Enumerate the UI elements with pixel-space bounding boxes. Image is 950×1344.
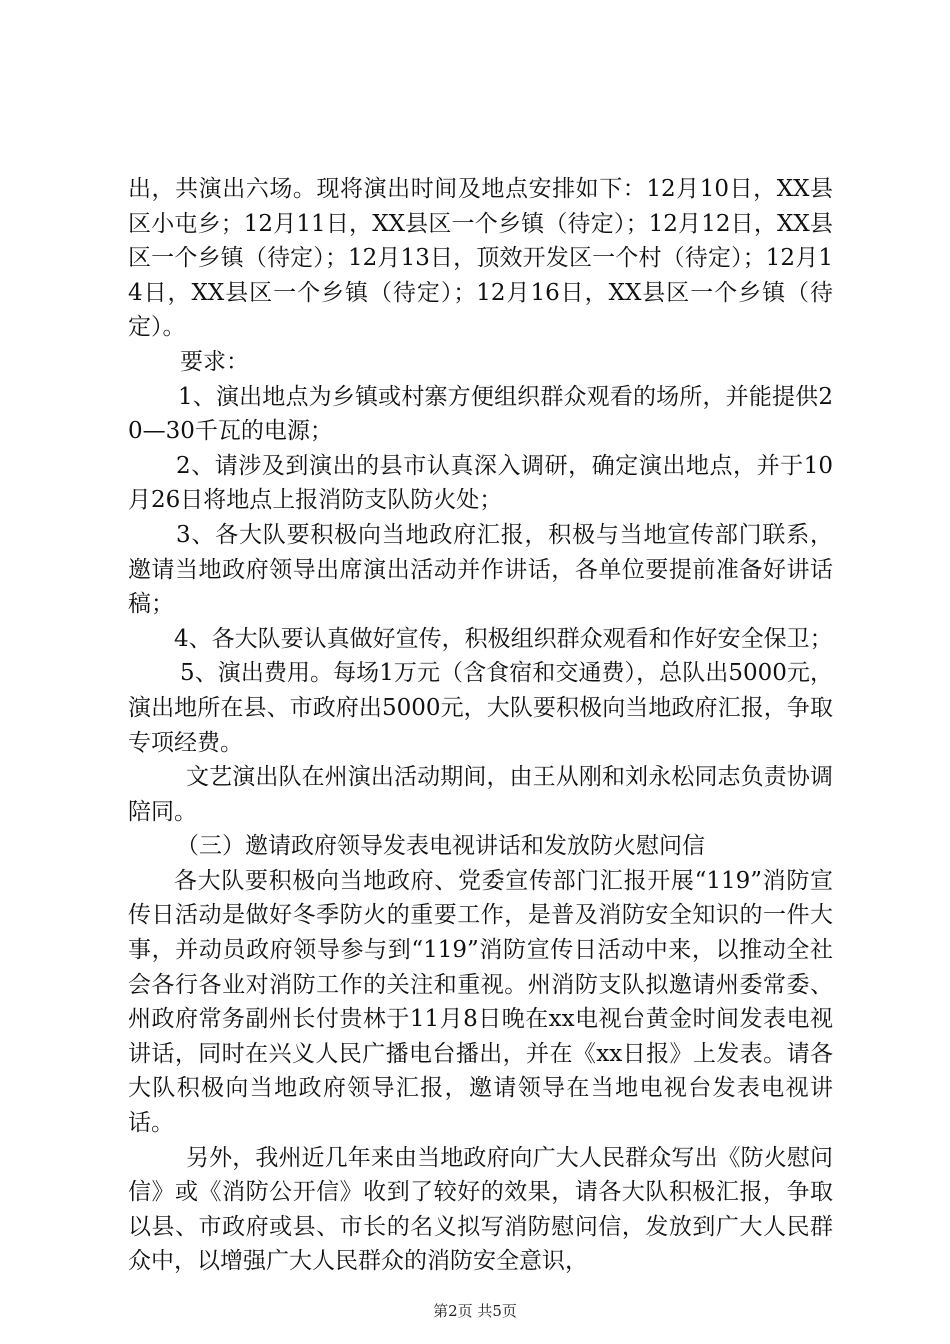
page-footer: 第2页 共5页 xyxy=(433,1302,517,1320)
paragraph-escort: 文艺演出队在州演出活动期间，由王从刚和刘永松同志负责协调陪同。 xyxy=(128,764,833,825)
paragraph-tv-speech: 各大队要积极向当地政府、党委宣传部门汇报开展“119”消防宣传日活动是做好冬季防火的重要工作，是普及消防安全知识的一件大事，并动员政府领导参与到“119”消防宣传日活动中来，以推动全社会各行各业对消防工作的关注和重视。州消防支队拟邀请州委常委、州政府常务副州长付贵林于11月8日晚在xx电视台黄金时间发表电视讲话，同时在兴义人民广播电台播出，并在《xx日报》上发表。请各大队积极向当地政府领导汇报，邀请领导在当地电视台发表电视讲话。 xyxy=(128,867,833,1137)
section-heading-3: （三）邀请政府领导发表电视讲话和发放防火慰问信 xyxy=(176,833,705,860)
paragraph-requirement-5: 5、演出费用。每场1万元（含食宿和交通费），总队出5000元，演出地所在县、市政府出5000元，大队要积极向当地政府汇报，争取专项经费。 xyxy=(128,660,833,756)
paragraph-1: 出，共演出六场。现将演出时间及地点安排如下：12月10日，XX县区小屯乡；12月11日，XX县区一个乡镇（待定）；12月12日，XX县区一个乡镇（待定）；12月13日，顶效开发区一个村（待定）；12月14日，XX县区一个乡镇（待定）；12月16日，XX县区一个乡镇（待定）。 xyxy=(128,176,834,341)
document-body xyxy=(128,172,833,1279)
paragraph-requirement-1: 1、演出地点为乡镇或村寨方便组织群众观看的场所，并能提供20—30千瓦的电源； xyxy=(128,383,833,445)
paragraph-requirement-2: 2、请涉及到演出的县市认真深入调研，确定演出地点，并于10月26日将地点上报消防支队防火处； xyxy=(128,452,833,514)
paragraph-requirements-heading: 要求： xyxy=(180,348,249,375)
paragraph-letter: 另外，我州近几年来由当地政府向广大人民群众写出《防火慰问信》或《消防公开信》收到了较好的效果，请各大队积极汇报，争取以县、市政府或县、市长的名义拟写消防慰问信，发放到广大人民群众中，以增强广大人民群众的消防安全意识， xyxy=(128,1144,833,1275)
paragraph-requirement-3: 3、各大队要积极向当地政府汇报，积极与当地宣传部门联系，邀请当地政府领导出席演出活动并作讲话，各单位要提前准备好讲话稿； xyxy=(128,521,833,618)
paragraph-requirement-4: 4、各大队要认真做好宣传，积极组织群众观看和作好安全保卫； xyxy=(174,625,833,652)
